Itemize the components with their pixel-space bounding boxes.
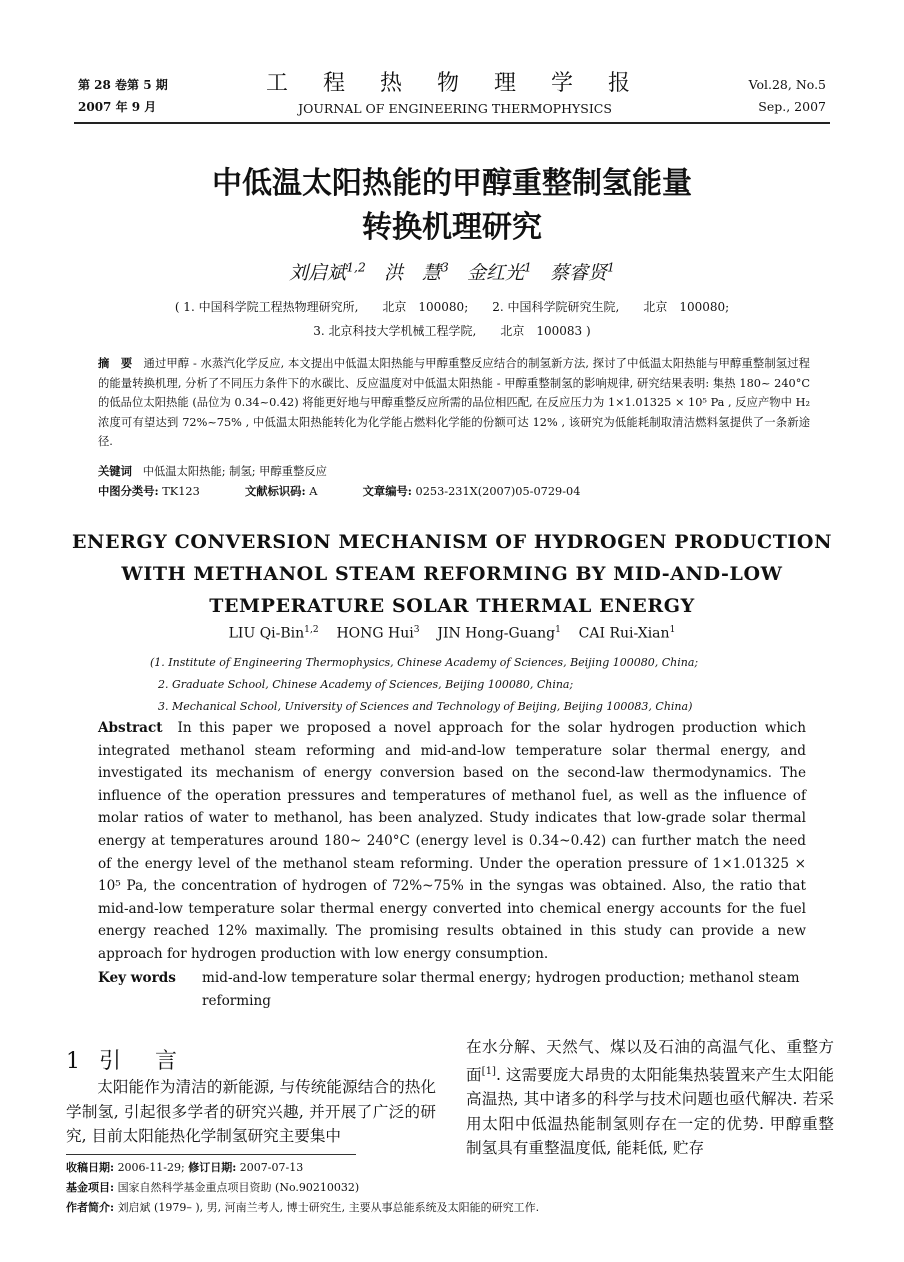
abstract-cn-label: 摘 要 [98, 356, 133, 370]
abstract-cn [98, 354, 810, 452]
author-sup: 1 [555, 625, 561, 635]
journal-title-cn: 工 程 热 物 理 学 报 [266, 71, 644, 96]
doc-code-label: 文献标识码: [244, 484, 306, 498]
received-label: 收稿日期: [66, 1161, 115, 1174]
keywords-cn [98, 462, 810, 481]
author-sup: 3 [440, 260, 449, 275]
volume-cn: 第 28 卷第 5 期 [78, 78, 168, 92]
author-en: JIN Hong-Guang [437, 625, 556, 642]
citation-ref[interactable]: [1] [481, 1065, 496, 1077]
intro-left-column: 太阳能作为清洁的新能源, 与传统能源结合的热化学制氢, 引起很多学者的研究兴趣, 并开展了广泛的研究, 目前太阳能热化学制氢研究主要集中 [66, 1078, 436, 1145]
intro-right-text-b: . 这需要庞大昂贵的太阳能集热装置来产生太阳能高温热, 其中诸多的科学与技术问题也亟代解决. 若采用太阳中低温热能制氢则存在一定的优势. 甲醇重整制氢具有重整温度低, 能耗低, 贮存 [466, 1065, 834, 1158]
footnote-fund [66, 1178, 826, 1198]
title-en-line1: ENERGY CONVERSION MECHANISM OF HYDROGEN PRODUCTION [71, 531, 833, 553]
date-en: Sep., 2007 [758, 99, 826, 114]
keywords-en-text: mid-and-low temperature solar thermal energy; hydrogen production; methanol steam reforming [202, 970, 800, 1009]
keywords-cn-label: 关键词 [98, 464, 132, 478]
section-heading-intro: 1 引 言 [66, 1049, 183, 1074]
affiliation-en-1: (1. Institute of Engineering Thermophysics, Chinese Academy of Sciences, Beijing 100080, China; [150, 656, 699, 669]
header-issue-en [749, 74, 826, 118]
affiliation-cn-line2: 3. 北京科技大学机械工程学院, 北京 100083 ) [313, 324, 591, 338]
authors-cn [100, 258, 804, 285]
author-sup: 1 [606, 260, 615, 275]
abstract-cn-text: 通过甲醇 - 水蒸汽化学反应, 本文提出中低温太阳热能与甲醇重整反应结合的制氢新方法, 探讨了中低温太阳热能与甲醇重整制氢过程的能量转换机理, 分析了不同压力条件下的水碳比、反应温度对中低温太阳热能 - 甲醇重整制氢的影响规律, 研究结果表明: 集热 180~ 240°C 的低品位太阳热能 (品位为 0.34~0.42) 将能更好地与甲醇重整反应所需的品位相匹配, 在反应压力为 1×1.01325 × 10⁵ Pa , 反应产物中 H₂ 浓度可有望达到 72%~75% , 中低温太阳热能转化为化学能占燃料化学能的份额可达 12% , 该研究为低能耗制取清洁燃料氢提供了一条新途径. [98, 357, 810, 448]
title-cn-line2: 转换机理研究 [362, 210, 542, 245]
author-sup: 3 [413, 625, 420, 635]
title-cn-line1: 中低温太阳热能的甲醇重整制氢能量 [212, 166, 692, 201]
volume-en: Vol.28, No.5 [748, 77, 826, 92]
header-issue-cn [78, 74, 168, 118]
date-cn: 2007 年 9 月 [78, 100, 157, 114]
title-en [60, 526, 844, 622]
author-sup: 1 [523, 260, 532, 275]
journal-masthead [260, 68, 650, 118]
author-en: CAI Rui-Xian [578, 625, 670, 642]
author-cn: 刘启斌 [289, 262, 347, 284]
author-cn: 金红光 [466, 262, 524, 284]
author-sup: 1,2 [304, 625, 319, 635]
fund-label: 基金项目: [66, 1181, 115, 1194]
abstract-en-text: In this paper we proposed a novel approach for the solar hydrogen production which integrated methanol steam reforming and mid-and-low temperature solar thermal energy, and investigated its mechanism of energy conversion based on the second-law thermodynamics. The influence of the operation pressures and temperatures of methanol fuel, as well as the influence of molar ratios of water to methanol, has been analyzed. Study indicates that low-grade solar thermal energy at temperatures around 180~ 240°C (energy level is 0.34~0.42) can further match the need of the energy level of the methanol steam reforming. Under the operation pressure of 1×1.01325 × 10⁵ Pa, the concentration of hydrogen of 72%~75% in the syngas was obtained. Also, the ratio that mid-and-low temperature solar thermal energy converted into chemical energy accounts for the fuel energy reached 12% maximally. The promising results obtained in this study can provide a new approach for hydrogen production with low energy consumption. [98, 720, 806, 962]
authors-en [100, 625, 804, 642]
keywords-en-label: Key words [98, 970, 176, 986]
author-sup: 1,2 [346, 260, 366, 275]
affiliation-cn-line1: ( 1. 中国科学院工程热物理研究所, 北京 100080; 2. 中国科学院研究生院, 北京 100080; [174, 300, 730, 314]
abstract-en-label: Abstract [98, 720, 163, 736]
affiliations-en [150, 652, 790, 718]
abstract-en [98, 717, 806, 966]
author-en: HONG Hui [336, 625, 414, 642]
keywords-cn-text: 中低温太阳热能; 制氢; 甲醇重整反应 [142, 465, 327, 478]
revised-date: 2007-07-13 [239, 1161, 304, 1174]
affiliation-en-3: 3. Mechanical School, University of Sciences and Technology of Beijing, Beijing 100083, China) [158, 700, 693, 713]
author-sup: 1 [669, 625, 676, 635]
title-en-line3: TEMPERATURE SOLAR THERMAL ENERGY [209, 595, 695, 617]
author-bio-label: 作者简介: [66, 1201, 115, 1214]
author-en: LIU Qi-Bin [228, 625, 305, 642]
received-date: 2006-11-29; [117, 1161, 185, 1174]
article-number-label: 文章编号: [362, 484, 412, 498]
author-cn: 蔡睿贤 [549, 262, 607, 284]
author-bio-text: 刘启斌 (1979– ), 男, 河南兰考人, 博士研究生, 主要从事总能系统及太阳能的研究工作. [117, 1201, 540, 1214]
article-number-value: 0253-231X(2007)05-0729-04 [415, 485, 581, 498]
author-cn: 洪 慧 [383, 262, 441, 284]
revised-label: 修订日期: [188, 1161, 237, 1174]
classification-row [98, 482, 810, 501]
footnote-rule [66, 1154, 356, 1155]
affiliation-en-2: 2. Graduate School, Chinese Academy of Sciences, Beijing 100080, China; [158, 678, 574, 691]
class-label: 中图分类号: [98, 484, 159, 498]
journal-title-en: JOURNAL OF ENGINEERING THERMOPHYSICS [298, 101, 612, 116]
doc-code-value: A [309, 485, 318, 498]
title-en-line2: WITH METHANOL STEAM REFORMING BY MID-AND-LOW [121, 563, 783, 585]
affiliations-cn [100, 295, 804, 343]
footnote-dates [66, 1158, 826, 1178]
intro-right-text-a: 在水分解、天然气、煤以及石油的高温气化、重整方面 [466, 1038, 834, 1084]
header-rule [74, 122, 830, 124]
fund-text: 国家自然科学基金重点项目资助 (No.90210032) [117, 1181, 360, 1194]
class-value: TK123 [162, 485, 200, 498]
footnote-author [66, 1198, 826, 1218]
intro-right-column [466, 1035, 834, 1161]
